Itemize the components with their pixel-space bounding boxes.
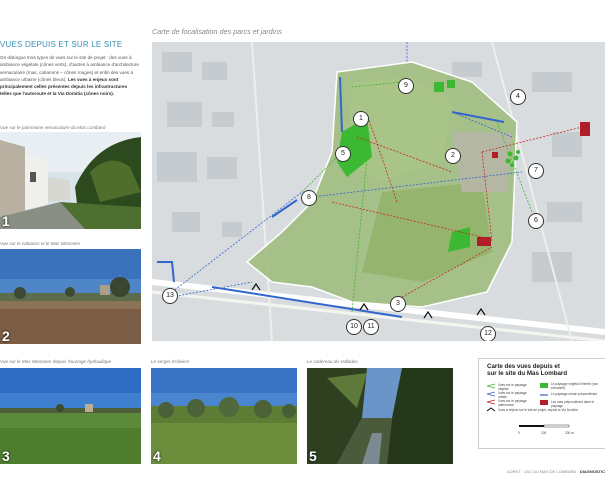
- photo-number: 5: [309, 448, 317, 464]
- map-legend: [478, 358, 605, 449]
- map-marker-11: 11: [363, 319, 379, 335]
- photo-5: [307, 368, 453, 464]
- photo-caption-1: Vue sur le patrimoine vernaculaire du Mas Lombard: [0, 125, 106, 130]
- map-marker-10: 10: [346, 319, 362, 335]
- page-footer: [507, 469, 605, 474]
- scale-label: 100: [541, 431, 547, 435]
- photo-4: [151, 368, 297, 464]
- focus-map: [152, 42, 605, 341]
- map-marker-13: 13: [162, 288, 178, 304]
- map-marker-6: 6: [528, 213, 544, 229]
- map-marker-1: 1: [353, 111, 369, 127]
- legend-title: [487, 363, 567, 377]
- photo-5-image: [307, 368, 453, 464]
- intro-text: [0, 54, 140, 98]
- intro-emphasis: Les vues à enjeux sont principalement celles présentes depuis les infrastructures telles que l'autoroute et la Via Domitia (cônes noirs).: [0, 76, 128, 97]
- legend-item: Vues à enjeux sur le site de projet, depuis la Via Domitia: [498, 408, 578, 412]
- photo-caption-5: Le cadereau du Valladas: [307, 359, 358, 364]
- legend-title-line: sur le site du Mas Lombard: [487, 370, 568, 377]
- photo-number: 2: [2, 328, 10, 344]
- legend-item: Les mas prépondérant dans le paysage: [551, 400, 595, 408]
- map-marker-2: 2: [445, 148, 461, 164]
- photo-2-image: [0, 249, 141, 344]
- photo-number: 1: [2, 213, 10, 229]
- map-title: Carte de focalisation des parcs et jardins: [152, 27, 282, 36]
- footer-bold: DIAGNOSTIC: [579, 469, 605, 474]
- map-image: [152, 42, 605, 341]
- map-marker-7: 7: [528, 163, 544, 179]
- scale-bar: [519, 423, 579, 431]
- photo-number: 4: [153, 448, 161, 464]
- legend-item: Le paysage urbain prépondérant: [551, 392, 598, 396]
- photo-3: [0, 368, 141, 464]
- map-marker-5: 5: [335, 146, 351, 162]
- map-marker-3: 3: [390, 296, 406, 312]
- photo-1: [0, 132, 141, 229]
- photo-2: [0, 249, 141, 344]
- photo-caption-4: Le verger d'oliviers: [151, 359, 190, 364]
- footer-text: ADRET · ZAC DU MAS DE LOMBARD ·: [507, 469, 580, 474]
- legend-item: Le paysage végétal d'intérêt (non exhaustif): [551, 382, 599, 390]
- map-marker-12: 12: [480, 326, 496, 341]
- legend-item: Vues sur le paysage patrimonial: [498, 399, 527, 407]
- photo-caption-3: Vue sur le Mas Missonier depuis l'ouvrage hydraulique: [0, 359, 112, 364]
- scale-label: 200 m: [565, 431, 574, 435]
- photo-3-image: [0, 368, 141, 464]
- intro-paragraph: On distingue trois types de vues sur le site de projet : des vues à ambiance végétale (cônes verts), d'autres à ambiance d'architecture vernaculaire (mas, cabanons – cônes rouges) et enfin des vues à ambiance urbaine (cônes bleus).: [0, 55, 139, 82]
- section-title: VUES DEPUIS ET SUR LE SITE: [0, 40, 123, 49]
- photo-4-image: [151, 368, 297, 464]
- map-marker-9: 9: [398, 78, 414, 94]
- legend-item: Vues sur le paysage végétal: [498, 383, 527, 391]
- photo-caption-2: Vue sur le cabanon et le Mas Missonier: [0, 241, 81, 246]
- map-marker-4: 4: [510, 89, 526, 105]
- legend-item: Vues sur le paysage urbain: [498, 391, 527, 399]
- photo-1-image: [0, 132, 141, 229]
- photo-number: 3: [2, 448, 10, 464]
- legend-title-line: Carte des vues depuis et: [487, 363, 560, 370]
- map-marker-8: 8: [301, 190, 317, 206]
- scale-label: 0: [518, 431, 520, 435]
